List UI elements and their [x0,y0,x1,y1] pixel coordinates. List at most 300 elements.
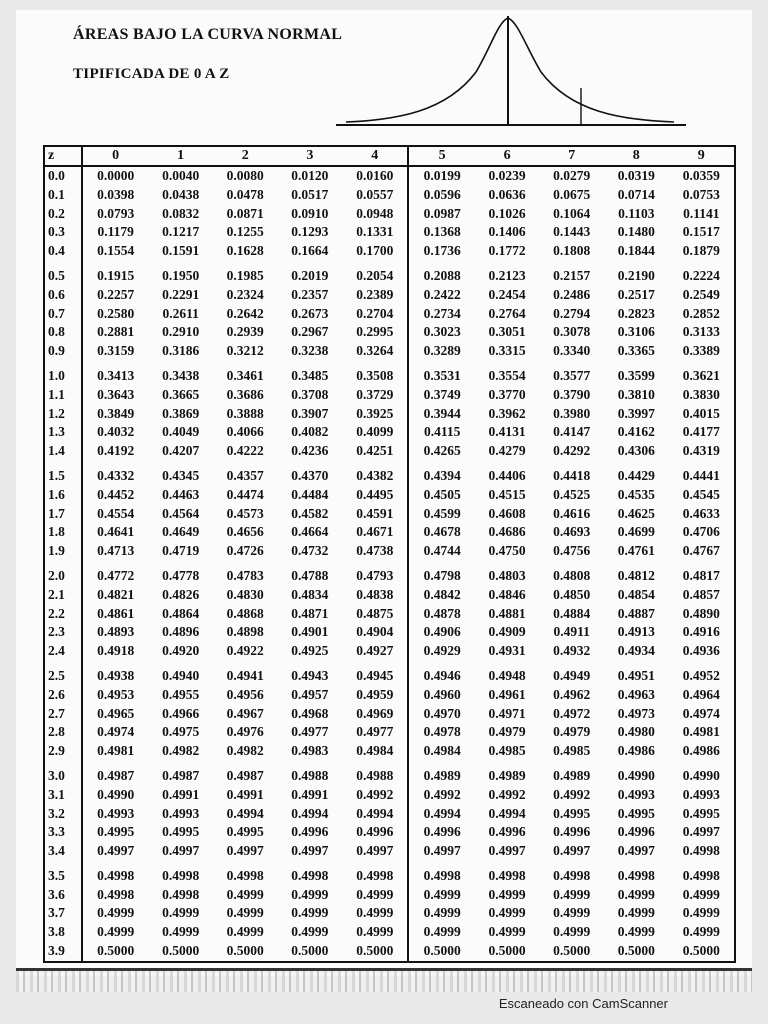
area-cell: 0.0438 [162,186,200,202]
area-cell: 0.2123 [488,267,526,283]
area-cell: 0.2486 [553,286,591,302]
area-cell: 0.4793 [342,561,408,586]
area-cell: 0.4973 [617,705,655,721]
area-cell: 0.4082 [291,424,329,440]
area-cell: 0.4987 [97,767,135,783]
z-value-cell: 2.5 [44,661,82,686]
area-cell: 0.4994 [488,805,526,821]
area-cell: 0.3340 [553,343,591,359]
area-cell: 0.4965 [97,705,135,721]
area-cell: 0.2881 [97,324,135,340]
area-cell: 0.2517 [617,286,655,302]
area-cell: 0.4332 [97,467,135,483]
table-row [44,642,735,661]
area-cell: 0.4999 [97,905,135,921]
area-cell: 0.4515 [488,486,526,502]
z-value-cell: 1.0 [44,361,82,386]
area-cell: 0.4996 [291,824,329,840]
area-cell: 0.4959 [342,686,408,705]
area-cell: 0.4545 [682,486,720,502]
z-value-cell: 3.9 [44,942,82,962]
area-cell: 0.2257 [97,286,135,302]
area-cell: 0.4997 [423,843,461,859]
area-cell: 0.2389 [342,286,408,305]
area-cell: 0.4977 [342,723,408,742]
area-cell: 0.3264 [342,342,408,361]
table-row [44,823,735,842]
table-row [44,786,735,805]
area-cell: 0.3686 [226,386,264,402]
area-cell: 0.4370 [291,467,329,483]
area-cell: 0.4382 [342,461,408,486]
area-cell: 0.1915 [97,267,135,283]
area-cell: 0.4999 [553,924,591,940]
area-cell: 0.4875 [342,605,408,624]
area-cell: 0.3508 [342,361,408,386]
area-cell: 0.4948 [488,667,526,683]
area-cell: 0.0160 [342,166,408,186]
area-cell: 0.4306 [617,443,655,459]
z-value-cell: 2.6 [44,686,82,705]
column-header: 8 [604,146,669,166]
area-cell: 0.0753 [682,186,720,202]
area-cell: 0.4292 [553,443,591,459]
area-cell: 0.4767 [682,543,720,559]
area-cell: 0.4997 [291,843,329,859]
area-cell: 0.4970 [423,705,461,721]
area-cell: 0.4817 [682,567,720,583]
area-cell: 0.4979 [553,724,591,740]
area-cell: 0.1736 [423,243,461,259]
area-cell: 0.5000 [488,943,526,959]
area-cell: 0.4982 [226,743,264,759]
area-cell: 0.4999 [617,905,655,921]
area-cell: 0.4976 [226,724,264,740]
area-cell: 0.0910 [291,205,329,221]
table-row [44,886,735,905]
area-cell: 0.5000 [617,943,655,959]
area-cell: 0.4998 [97,886,135,902]
table-row [44,623,735,642]
area-cell: 0.4999 [162,924,200,940]
page-bottom-rule [16,968,752,971]
area-cell: 0.4564 [162,505,200,521]
column-header: 5 [408,146,474,166]
area-cell: 0.2939 [226,324,264,340]
z-value-cell: 1.8 [44,523,82,542]
area-cell: 0.2422 [423,286,461,302]
area-cell: 0.4994 [226,805,264,821]
table-row [44,166,735,186]
area-cell: 0.4719 [162,543,200,559]
area-cell: 0.4429 [617,467,655,483]
scan-edge-noise [16,968,752,992]
area-cell: 0.4649 [162,524,200,540]
area-cell: 0.4956 [226,686,264,702]
area-cell: 0.4993 [162,805,200,821]
area-cell: 0.4418 [553,467,591,483]
area-cell: 0.2088 [423,267,461,283]
area-cell: 0.2704 [342,305,408,324]
area-cell: 0.0239 [488,168,526,183]
area-cell: 0.4999 [682,886,720,902]
area-cell: 0.4678 [423,524,461,540]
area-cell: 0.5000 [342,942,408,962]
area-cell: 0.0120 [291,168,329,183]
table-row [44,705,735,724]
area-cell: 0.4963 [617,686,655,702]
area-cell: 0.4756 [553,543,591,559]
z-value-cell: 3.0 [44,761,82,786]
area-cell: 0.3212 [226,343,264,359]
area-cell: 0.2967 [291,324,329,340]
area-cell: 0.4909 [488,624,526,640]
area-cell: 0.4999 [423,905,461,921]
area-cell: 0.4066 [226,424,264,440]
area-cell: 0.1064 [553,205,591,221]
area-cell: 0.1554 [97,243,135,259]
area-cell: 0.4854 [617,586,655,602]
area-cell: 0.4535 [617,486,655,502]
area-cell: 0.4979 [488,724,526,740]
column-header: 7 [539,146,604,166]
table-row [44,386,735,405]
area-cell: 0.4812 [617,567,655,583]
area-cell: 0.4997 [682,824,720,840]
page-title: ÁREAS BAJO LA CURVA NORMAL [73,26,343,43]
area-cell: 0.3186 [162,343,200,359]
area-cell: 0.4686 [488,524,526,540]
area-cell: 0.3849 [97,405,135,421]
area-cell: 0.1331 [342,223,408,242]
area-cell: 0.4995 [682,805,720,821]
area-cell: 0.4983 [291,743,329,759]
area-cell: 0.4977 [291,724,329,740]
area-cell: 0.3944 [423,405,461,421]
page-subtitle: TIPIFICADA DE 0 A Z [73,66,230,82]
area-cell: 0.2852 [682,305,720,321]
area-cell: 0.3461 [226,367,264,383]
area-cell: 0.4783 [226,567,264,583]
area-cell: 0.4999 [97,924,135,940]
area-cell: 0.4713 [97,543,135,559]
area-cell: 0.1700 [342,242,408,261]
area-cell: 0.4999 [553,886,591,902]
area-cell: 0.4987 [226,767,264,783]
area-cell: 0.4994 [423,805,461,821]
area-cell: 0.4998 [162,886,200,902]
area-cell: 0.4345 [162,467,200,483]
area-cell: 0.4884 [553,605,591,621]
table-row [44,805,735,824]
area-cell: 0.4997 [226,843,264,859]
area-cell: 0.4901 [291,624,329,640]
area-cell: 0.4989 [488,767,526,783]
area-cell: 0.0948 [342,205,408,224]
area-cell: 0.3531 [423,367,461,383]
area-cell: 0.4236 [291,443,329,459]
area-cell: 0.1950 [162,267,200,283]
area-cell: 0.3289 [423,343,461,359]
area-cell: 0.4699 [617,524,655,540]
area-cell: 0.0319 [617,168,655,183]
area-cell: 0.4971 [488,705,526,721]
area-cell: 0.4706 [682,524,720,540]
area-cell: 0.4996 [423,824,461,840]
area-cell: 0.5000 [162,943,200,959]
area-cell: 0.4911 [553,624,590,640]
area-cell: 0.4994 [291,805,329,821]
area-cell: 0.4982 [162,743,200,759]
area-cell: 0.4966 [162,705,200,721]
area-cell: 0.4992 [423,786,461,802]
area-cell: 0.4940 [162,667,200,683]
z-value-cell: 3.2 [44,805,82,824]
table-row [44,223,735,242]
area-cell: 0.3365 [617,343,655,359]
area-cell: 0.4997 [488,843,526,859]
header-row [44,146,735,166]
area-cell: 0.4961 [488,686,526,702]
area-cell: 0.0040 [162,168,200,183]
z-value-cell: 0.9 [44,342,82,361]
area-cell: 0.0987 [423,205,461,221]
area-cell: 0.4999 [291,924,329,940]
area-cell: 0.4864 [162,605,200,621]
area-cell: 0.4945 [342,661,408,686]
area-cell: 0.0359 [682,168,720,183]
area-cell: 0.4999 [342,886,408,905]
area-cell: 0.3133 [682,324,720,340]
area-cell: 0.4484 [291,486,329,502]
z-value-cell: 2.0 [44,561,82,586]
area-cell: 0.4788 [291,567,329,583]
area-cell: 0.4993 [97,805,135,821]
area-cell: 0.4505 [423,486,461,502]
area-cell: 0.4761 [617,543,655,559]
area-cell: 0.4918 [97,643,135,659]
area-cell: 0.4890 [682,605,720,621]
area-cell: 0.5000 [226,943,264,959]
area-cell: 0.3770 [488,386,526,402]
area-cell: 0.4998 [423,867,461,883]
area-cell: 0.3078 [553,324,591,340]
area-cell: 0.4999 [682,905,720,921]
area-cell: 0.4951 [617,667,655,683]
area-cell: 0.1103 [618,205,655,221]
area-cell: 0.1772 [488,243,526,259]
area-cell: 0.4999 [553,905,591,921]
area-cell: 0.4998 [553,867,591,883]
area-cell: 0.4996 [553,824,591,840]
area-cell: 0.3554 [488,367,526,383]
z-value-cell: 2.8 [44,723,82,742]
area-cell: 0.0279 [553,168,591,183]
area-cell: 0.4991 [226,786,264,802]
z-value-cell: 1.6 [44,486,82,505]
area-cell: 0.4978 [423,724,461,740]
z-value-cell: 0.6 [44,286,82,305]
area-cell: 0.2611 [162,305,199,321]
z-value-cell: 3.4 [44,842,82,861]
area-cell: 0.4990 [682,767,720,783]
area-cell: 0.4834 [291,586,329,602]
area-cell: 0.4838 [342,586,408,605]
column-header: 9 [669,146,735,166]
area-cell: 0.4693 [553,524,591,540]
table-row [44,505,735,524]
area-cell: 0.4992 [488,786,526,802]
area-cell: 0.3389 [682,343,720,359]
table-row [44,605,735,624]
area-cell: 0.4265 [423,443,461,459]
z-value-cell: 1.9 [44,542,82,561]
area-cell: 0.4999 [488,886,526,902]
area-cell: 0.3729 [342,386,408,405]
area-cell: 0.4941 [226,667,264,683]
area-cell: 0.4131 [488,424,526,440]
area-cell: 0.4868 [226,605,264,621]
area-cell: 0.2642 [226,305,264,321]
area-cell: 0.4406 [488,467,526,483]
area-cell: 0.4957 [291,686,329,702]
area-cell: 0.4999 [226,886,264,902]
area-cell: 0.4898 [226,624,264,640]
area-cell: 0.4985 [488,743,526,759]
area-cell: 0.4995 [97,824,135,840]
area-cell: 0.1406 [488,224,526,240]
area-cell: 0.1179 [97,224,134,240]
area-cell: 0.4975 [162,724,200,740]
area-cell: 0.4726 [226,543,264,559]
z-value-cell: 0.5 [44,261,82,286]
area-cell: 0.2054 [342,261,408,286]
area-cell: 0.1517 [682,224,720,240]
area-cell: 0.4981 [97,743,135,759]
area-cell: 0.4582 [291,505,329,521]
area-cell: 0.4798 [423,567,461,583]
area-cell: 0.4943 [291,667,329,683]
z-value-cell: 1.7 [44,505,82,524]
table-row [44,761,735,786]
z-value-cell: 1.4 [44,442,82,461]
area-cell: 0.4015 [682,405,720,421]
z-value-cell: 0.4 [44,242,82,261]
area-cell: 0.4927 [342,642,408,661]
area-cell: 0.4049 [162,424,200,440]
area-cell: 0.0596 [423,186,461,202]
area-cell: 0.2549 [682,286,720,302]
area-cell: 0.4207 [162,443,200,459]
area-cell: 0.2190 [617,267,655,283]
area-cell: 0.0557 [342,186,408,205]
area-cell: 0.4573 [226,505,264,521]
area-cell: 0.4808 [553,567,591,583]
table-row [44,904,735,923]
area-cell: 0.4998 [226,867,264,883]
area-cell: 0.4995 [162,824,200,840]
z-table [43,145,736,963]
area-cell: 0.4990 [97,786,135,802]
area-cell: 0.4495 [342,486,408,505]
area-cell: 0.4750 [488,543,526,559]
area-cell: 0.3749 [423,386,461,402]
area-cell: 0.4991 [162,786,200,802]
area-cell: 0.4999 [488,924,526,940]
area-cell: 0.3413 [97,367,135,383]
area-cell: 0.4830 [226,586,264,602]
area-cell: 0.0832 [162,205,200,221]
area-cell: 0.4938 [97,667,135,683]
table-row [44,486,735,505]
area-cell: 0.4925 [291,643,329,659]
area-cell: 0.4990 [617,767,655,783]
area-cell: 0.4995 [617,805,655,821]
area-cell: 0.3315 [488,343,526,359]
column-header: 0 [82,146,148,166]
area-cell: 0.0517 [291,186,329,202]
table-row [44,686,735,705]
area-cell: 0.4920 [162,643,200,659]
area-cell: 0.4953 [97,686,135,702]
area-cell: 0.4999 [162,905,200,921]
area-cell: 0.4994 [342,805,408,824]
z-value-cell: 0.0 [44,166,82,186]
area-cell: 0.4960 [423,686,461,702]
area-cell: 0.2019 [291,267,329,283]
z-column-header: z [44,146,82,166]
table-row [44,542,735,561]
area-cell: 0.3577 [553,367,591,383]
z-value-cell: 0.3 [44,223,82,242]
z-value-cell: 3.3 [44,823,82,842]
area-cell: 0.4904 [342,623,408,642]
area-cell: 0.4952 [682,667,720,683]
z-value-cell: 2.1 [44,586,82,605]
area-cell: 0.3665 [162,386,200,402]
area-cell: 0.4981 [682,724,720,740]
area-cell: 0.4999 [423,924,461,940]
area-cell: 0.3997 [617,405,655,421]
area-cell: 0.4177 [682,424,720,440]
area-cell: 0.4916 [682,624,720,640]
area-cell: 0.4772 [97,567,135,583]
area-cell: 0.3621 [682,367,720,383]
area-cell: 0.4962 [553,686,591,702]
area-cell: 0.4998 [291,867,329,883]
area-cell: 0.4778 [162,567,200,583]
area-cell: 0.4554 [97,505,135,521]
area-cell: 0.4803 [488,567,526,583]
column-header: 2 [213,146,278,166]
table-row [44,461,735,486]
area-cell: 0.1664 [291,243,329,259]
area-cell: 0.4980 [617,724,655,740]
area-cell: 0.4999 [617,924,655,940]
area-cell: 0.4599 [423,505,461,521]
area-cell: 0.4032 [97,424,135,440]
area-cell: 0.1443 [553,224,591,240]
area-cell: 0.4441 [682,467,720,483]
area-cell: 0.1844 [617,243,655,259]
area-cell: 0.5000 [291,943,329,959]
area-cell: 0.1368 [423,224,461,240]
area-cell: 0.3925 [342,405,408,424]
area-cell: 0.4099 [342,423,408,442]
area-cell: 0.0636 [488,186,526,202]
z-value-cell: 1.3 [44,423,82,442]
area-cell: 0.3023 [423,324,461,340]
